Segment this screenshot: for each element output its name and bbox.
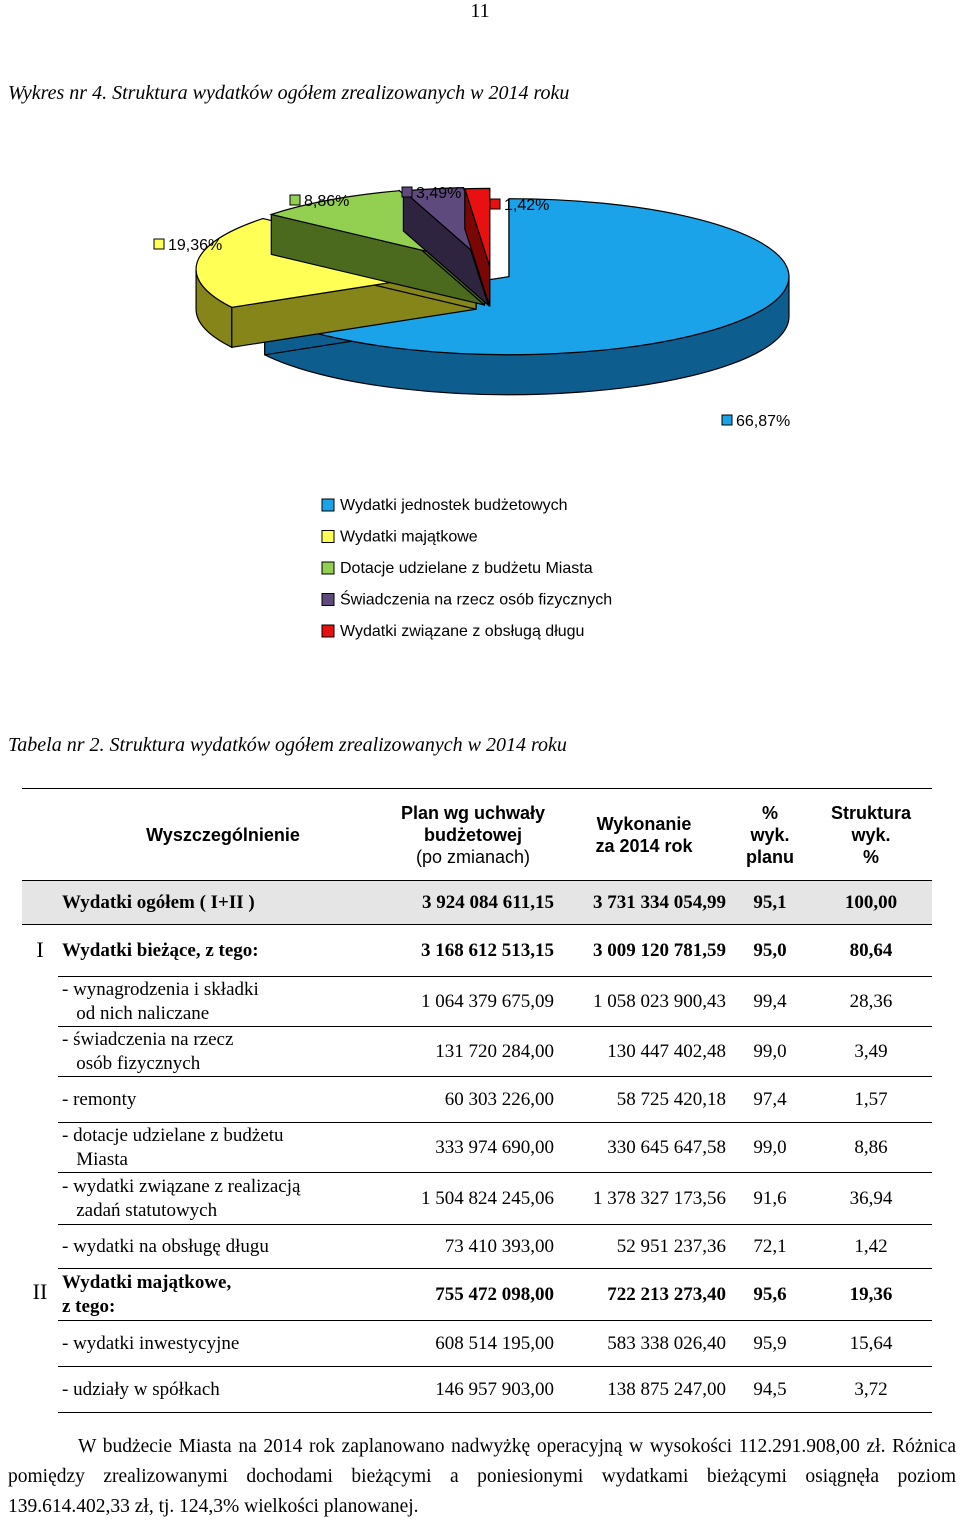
header-name: Wyszczególnienie [58,789,388,881]
pie-slices [196,188,789,395]
legend-label-1: Wydatki majątkowe [340,528,478,546]
table-row: - remonty 60 303 226,00 58 725 420,18 97,4 1,57 [22,1077,932,1123]
table-row: - wynagrodzenia i składki od nich naliczane 1 064 379 675,09 1 058 023 900,43 99,4 28,36 [22,977,932,1027]
table-row: - wydatki związane z realizacją zadań statutowych 1 504 824 245,06 1 378 327 173,56 91,6 36,94 [22,1173,932,1225]
legend-swatch-4 [322,625,334,637]
legend-label-2: Dotacje udzielane z budżetu Miasta [340,560,593,577]
legend-swatch-2 [322,562,334,574]
pie-label-3: 3,49% [416,185,462,202]
legend-label-0: Wydatki jednostek budżetowych [340,497,568,514]
pie-label-key-4 [490,199,500,209]
chart-caption: Wykres nr 4. Struktura wydatków ogółem zrealizowanych w 2014 roku [8,82,570,104]
table-row: - wydatki inwestycyjne 608 514 195,00 583 338 026,40 95,9 15,64 [22,1321,932,1367]
pie-legend [322,497,612,640]
table-row: - wydatki na obsługę długu 73 410 393,00 52 951 237,36 72,1 1,42 [22,1225,932,1269]
pie-label-key-0 [722,415,732,425]
pie-label-key-2 [290,195,300,205]
pie-label-key-1 [154,239,164,249]
table-row-section-2: II Wydatki majątkowe, z tego: 755 472 098,00 722 213 273,40 95,6 19,36 [22,1269,932,1321]
table-row-total: Wydatki ogółem ( I+II ) 3 924 084 611,15 3 731 334 054,99 95,1 100,00 [22,881,932,925]
table-row: - udziały w spółkach 146 957 903,00 138 875 247,00 94,5 3,72 [22,1367,932,1413]
header-struct: Struktura wyk. % [810,789,932,881]
table-caption: Tabela nr 2. Struktura wydatków ogółem zrealizowanych w 2014 roku [8,734,567,756]
page-number: 11 [470,0,490,22]
pie-label-2: 8,86% [304,193,350,210]
pie-label-0: 66,87% [736,413,791,430]
legend-label-3: Świadczenia na rzecz osób fizycznych [340,591,613,609]
pie-chart [0,160,960,660]
pie-label-4: 1,42% [504,197,550,214]
pie-label-1: 19,36% [168,237,223,254]
legend-swatch-0 [322,499,334,511]
summary-paragraph: W budżecie Miasta na 2014 rok zaplanowano nadwyżkę operacyjną w wysokości 112.291.908,00 zł. Różnica pomiędzy zrealizowanymi dochodami bieżącymi a poniesionymi wydatkami bieżącymi osiągnęła poziom 139.614.402,33 zł, tj. 124,3% wielkości planowanej. [8,1436,956,1517]
header-plan: Plan wg uchwały budżetowej (po zmianach) [388,789,558,881]
header-exec: Wykonanie za 2014 rok [558,789,730,881]
table-row-section-1: I Wydatki bieżące, z tego: 3 168 612 513,15 3 009 120 781,59 95,0 80,64 [22,925,932,977]
legend-swatch-1 [322,531,334,543]
expenditure-table [22,788,932,1413]
header-pct: % wyk. planu [730,789,810,881]
table-row: - świadczenia na rzecz osób fizycznych 131 720 284,00 130 447 402,48 99,0 3,49 [22,1027,932,1077]
table-row: - dotacje udzielane z budżetu Miasta 333 974 690,00 330 645 647,58 99,0 8,86 [22,1123,932,1173]
legend-swatch-3 [322,594,334,606]
legend-label-4: Wydatki związane z obsługą długu [340,623,585,640]
pie-label-key-3 [402,187,412,197]
table-header-row [22,789,932,881]
